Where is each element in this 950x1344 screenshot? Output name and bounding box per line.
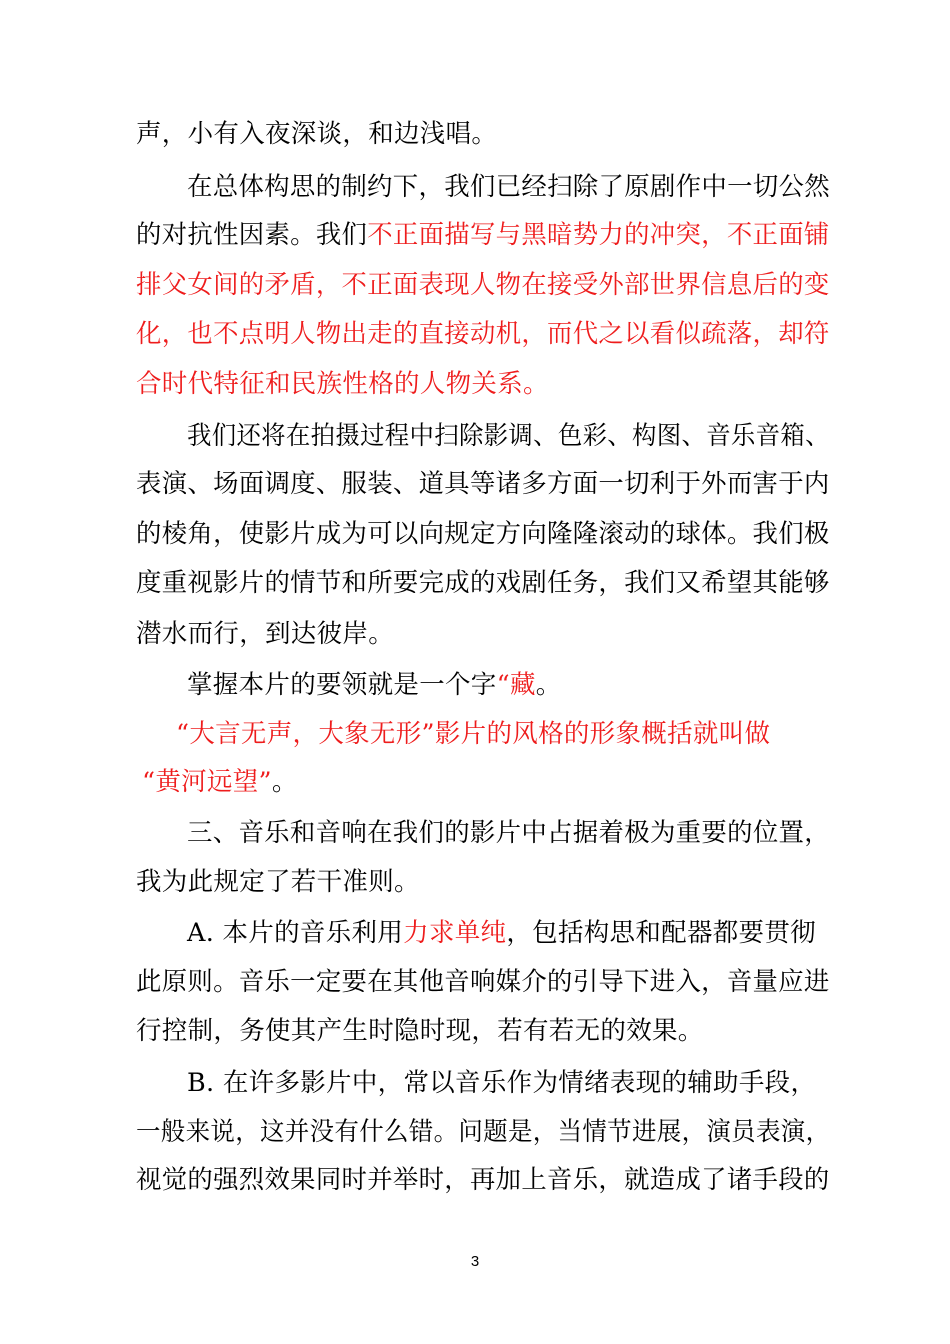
text-line [136, 469, 830, 499]
text-line [136, 967, 830, 997]
text-line [136, 619, 394, 649]
body-text: 掌握本片的要领就是一个字 [187, 670, 497, 700]
body-text: 表演、场面调度、服装、道具等诸多方面一切利于外而害于内 [136, 469, 830, 499]
body-text: A. 本片的音乐利用 [187, 918, 404, 948]
text-line [187, 172, 830, 202]
text-line [187, 1068, 816, 1098]
text-line [187, 670, 562, 700]
body-text: ，包括构思和配器都要贯彻 [506, 918, 816, 948]
text-line [187, 818, 830, 848]
text-line [136, 119, 497, 149]
body-text: 的对抗性因素。我们 [136, 220, 368, 250]
text-line [136, 568, 830, 598]
highlighted-text: 合时代特征和民族性格的人物关系。 [136, 369, 549, 399]
body-text: 声，小有入夜深谈，和边浅唱。 [136, 119, 498, 149]
body-text: B. 在许多影片中，常以音乐作为情绪表现的辅助手段， [187, 1068, 817, 1098]
highlighted-text: 化，也不点明人物出走的直接动机，而代之以看似疏落，却符 [136, 319, 830, 349]
body-text: 在总体构思的制约下，我们已经扫除了原剧作中一切公然 [187, 172, 831, 202]
page-number: 3 [470, 1253, 480, 1270]
text-line [136, 369, 549, 399]
text-line [142, 767, 298, 797]
text-line [187, 421, 830, 451]
body-text: 潜水而行，到达彼岸。 [136, 619, 395, 649]
text-line [136, 867, 420, 897]
body-text: 我们还将在拍摄过程中扫除影调、色彩、构图、音乐音箱、 [187, 421, 830, 451]
highlighted-text: 排父女间的矛盾，不正面表现人物在接受外部世界信息后的变 [136, 270, 830, 300]
body-text: 的棱角，使影片成为可以向规定方向隆隆滚动的球体。我们极 [136, 519, 830, 549]
highlighted-text: “藏 [496, 670, 536, 700]
highlighted-text: “黄河远望” [142, 767, 272, 797]
text-line [136, 1016, 704, 1046]
body-text: 我为此规定了若干准则。 [136, 867, 420, 897]
text-line [136, 519, 830, 549]
body-text: 度重视影片的情节和所要完成的戏剧任务，我们又希望其能够 [136, 568, 830, 598]
text-line [136, 319, 830, 349]
body-text: 一般来说，这并没有什么错。问题是，当情节进展，演员表演， [136, 1117, 831, 1147]
highlighted-text: “大言无声，大象无形”影片的风格的形象概括就叫做 [176, 719, 771, 749]
body-text: 视觉的强烈效果同时并举时，再加上音乐，就造成了诸手段的 [136, 1165, 830, 1195]
highlighted-text: 力求单纯 [403, 918, 507, 948]
text-line [187, 918, 816, 948]
text-line [136, 1165, 830, 1195]
body-text: 三、音乐和音响在我们的影片中占据着极为重要的位置， [187, 818, 831, 848]
text-line [136, 1117, 830, 1147]
body-text: 行控制，务使其产生时隐时现，若有若无的效果。 [136, 1016, 704, 1046]
body-text: 此原则。音乐一定要在其他音响媒介的引导下进入，音量应进 [136, 967, 830, 997]
text-line [136, 220, 830, 250]
text-line [176, 719, 770, 749]
body-text: 。 [271, 767, 298, 797]
highlighted-text: 不正面描写与黑暗势力的冲突，不正面铺 [367, 220, 830, 250]
body-text: 。 [535, 670, 562, 700]
text-line [136, 270, 830, 300]
